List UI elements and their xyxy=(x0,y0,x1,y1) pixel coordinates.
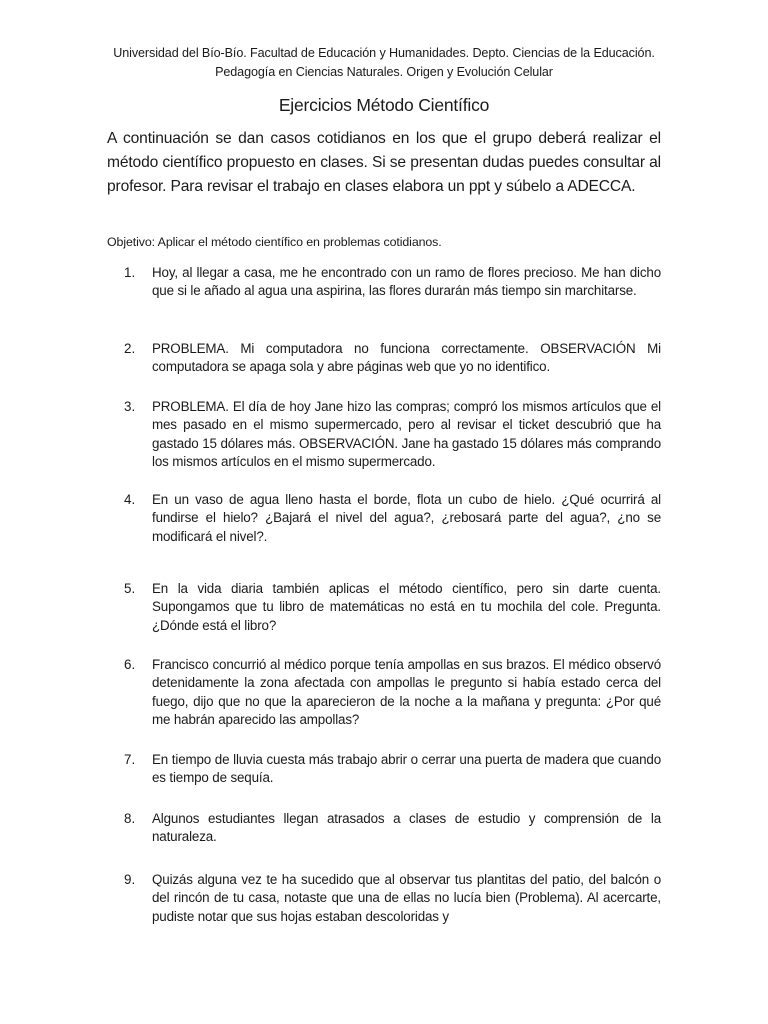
exercise-item-6 xyxy=(124,656,661,730)
exercise-text: En la vida diaria también aplicas el método científico, pero sin darte cuenta. Supongamos que tu libro de matemáticas no está en tu mochila del cole. Pregunta. ¿Dónde está el libro? xyxy=(152,581,661,633)
exercise-number: 8. xyxy=(124,811,136,826)
exercise-item-7 xyxy=(124,751,661,788)
exercise-number: 1. xyxy=(124,265,136,280)
exercise-number: 4. xyxy=(124,492,136,507)
exercise-text: Algunos estudiantes llegan atrasados a clases de estudio y comprensión de la naturaleza. xyxy=(152,811,661,845)
document-title: Ejercicios Método Científico xyxy=(278,95,490,115)
exercise-number: 6. xyxy=(124,657,136,672)
objective-line: Objetivo: Aplicar el método científico en problemas cotidianos. xyxy=(107,235,442,249)
exercise-number: 9. xyxy=(124,872,136,887)
exercise-text: Hoy, al llegar a casa, me he encontrado con un ramo de flores precioso. Me han dicho que si le añado al agua una aspirina, las flores durarán más tiempo sin marchitarse. xyxy=(152,265,661,299)
exercise-number: 2. xyxy=(124,341,136,356)
exercise-item-1 xyxy=(124,264,661,301)
exercise-text: En tiempo de lluvia cuesta más trabajo abrir o cerrar una puerta de madera que cuando es tiempo de sequía. xyxy=(152,752,661,786)
exercise-number: 7. xyxy=(124,752,136,767)
exercise-text: Quizás alguna vez te ha sucedido que al observar tus plantitas del patio, del balcón o del rincón de tu casa, notaste que una de ellas no lucía bien (Problema). Al acercarte, pudiste notar que sus hojas estaban descoloridas y xyxy=(152,872,661,924)
header-institution-line: Universidad del Bío-Bío. Facultad de Educación y Humanidades. Depto. Ciencias de la Educación. xyxy=(113,46,655,60)
exercise-item-8 xyxy=(124,810,661,847)
exercise-number: 3. xyxy=(124,399,136,414)
exercise-item-3 xyxy=(124,398,661,472)
exercise-number: 5. xyxy=(124,581,136,596)
exercise-text: PROBLEMA. El día de hoy Jane hizo las compras; compró los mismos artículos que el mes pasado en el mismo supermercado, pero al revisar el ticket descubrió que ha gastado 15 dólares más. OBSERVACIÓN. Jane ha gastado 15 dólares más comprando los mismos artículos en el mismo supermercado. xyxy=(152,399,661,470)
intro-paragraph: A continuación se dan casos cotidianos en los que el grupo deberá realizar el método científico propuesto en clases. Si se presentan dudas puedes consultar al profesor. Para revisar el trabajo en clases elabora un ppt y súbelo a ADECCA. xyxy=(107,130,661,196)
exercise-item-2 xyxy=(124,340,661,377)
exercise-text: Francisco concurrió al médico porque tenía ampollas en sus brazos. El médico observó detenidamente la zona afectada con ampollas le pregunto si había estado cerca del fuego, dijo que no que la aparecieron de la noche a la mañana y pregunta: ¿Por qué me habrán aparecido las ampollas? xyxy=(152,657,661,728)
exercise-text: En un vaso de agua lleno hasta el borde, flota un cubo de hielo. ¿Qué ocurrirá al fundirse el hielo? ¿Bajará el nivel del agua?, ¿rebosará parte del agua?, ¿no se modificará el nivel?. xyxy=(152,492,661,544)
exercise-item-4 xyxy=(124,491,661,546)
exercise-text: PROBLEMA. Mi computadora no funciona correctamente. OBSERVACIÓN Mi computadora se apaga sola y abre páginas web que yo no identifico. xyxy=(152,341,661,375)
exercise-item-5 xyxy=(124,580,661,635)
exercise-item-9 xyxy=(124,871,661,926)
header-course-line: Pedagogía en Ciencias Naturales. Origen y Evolución Celular xyxy=(215,65,553,79)
